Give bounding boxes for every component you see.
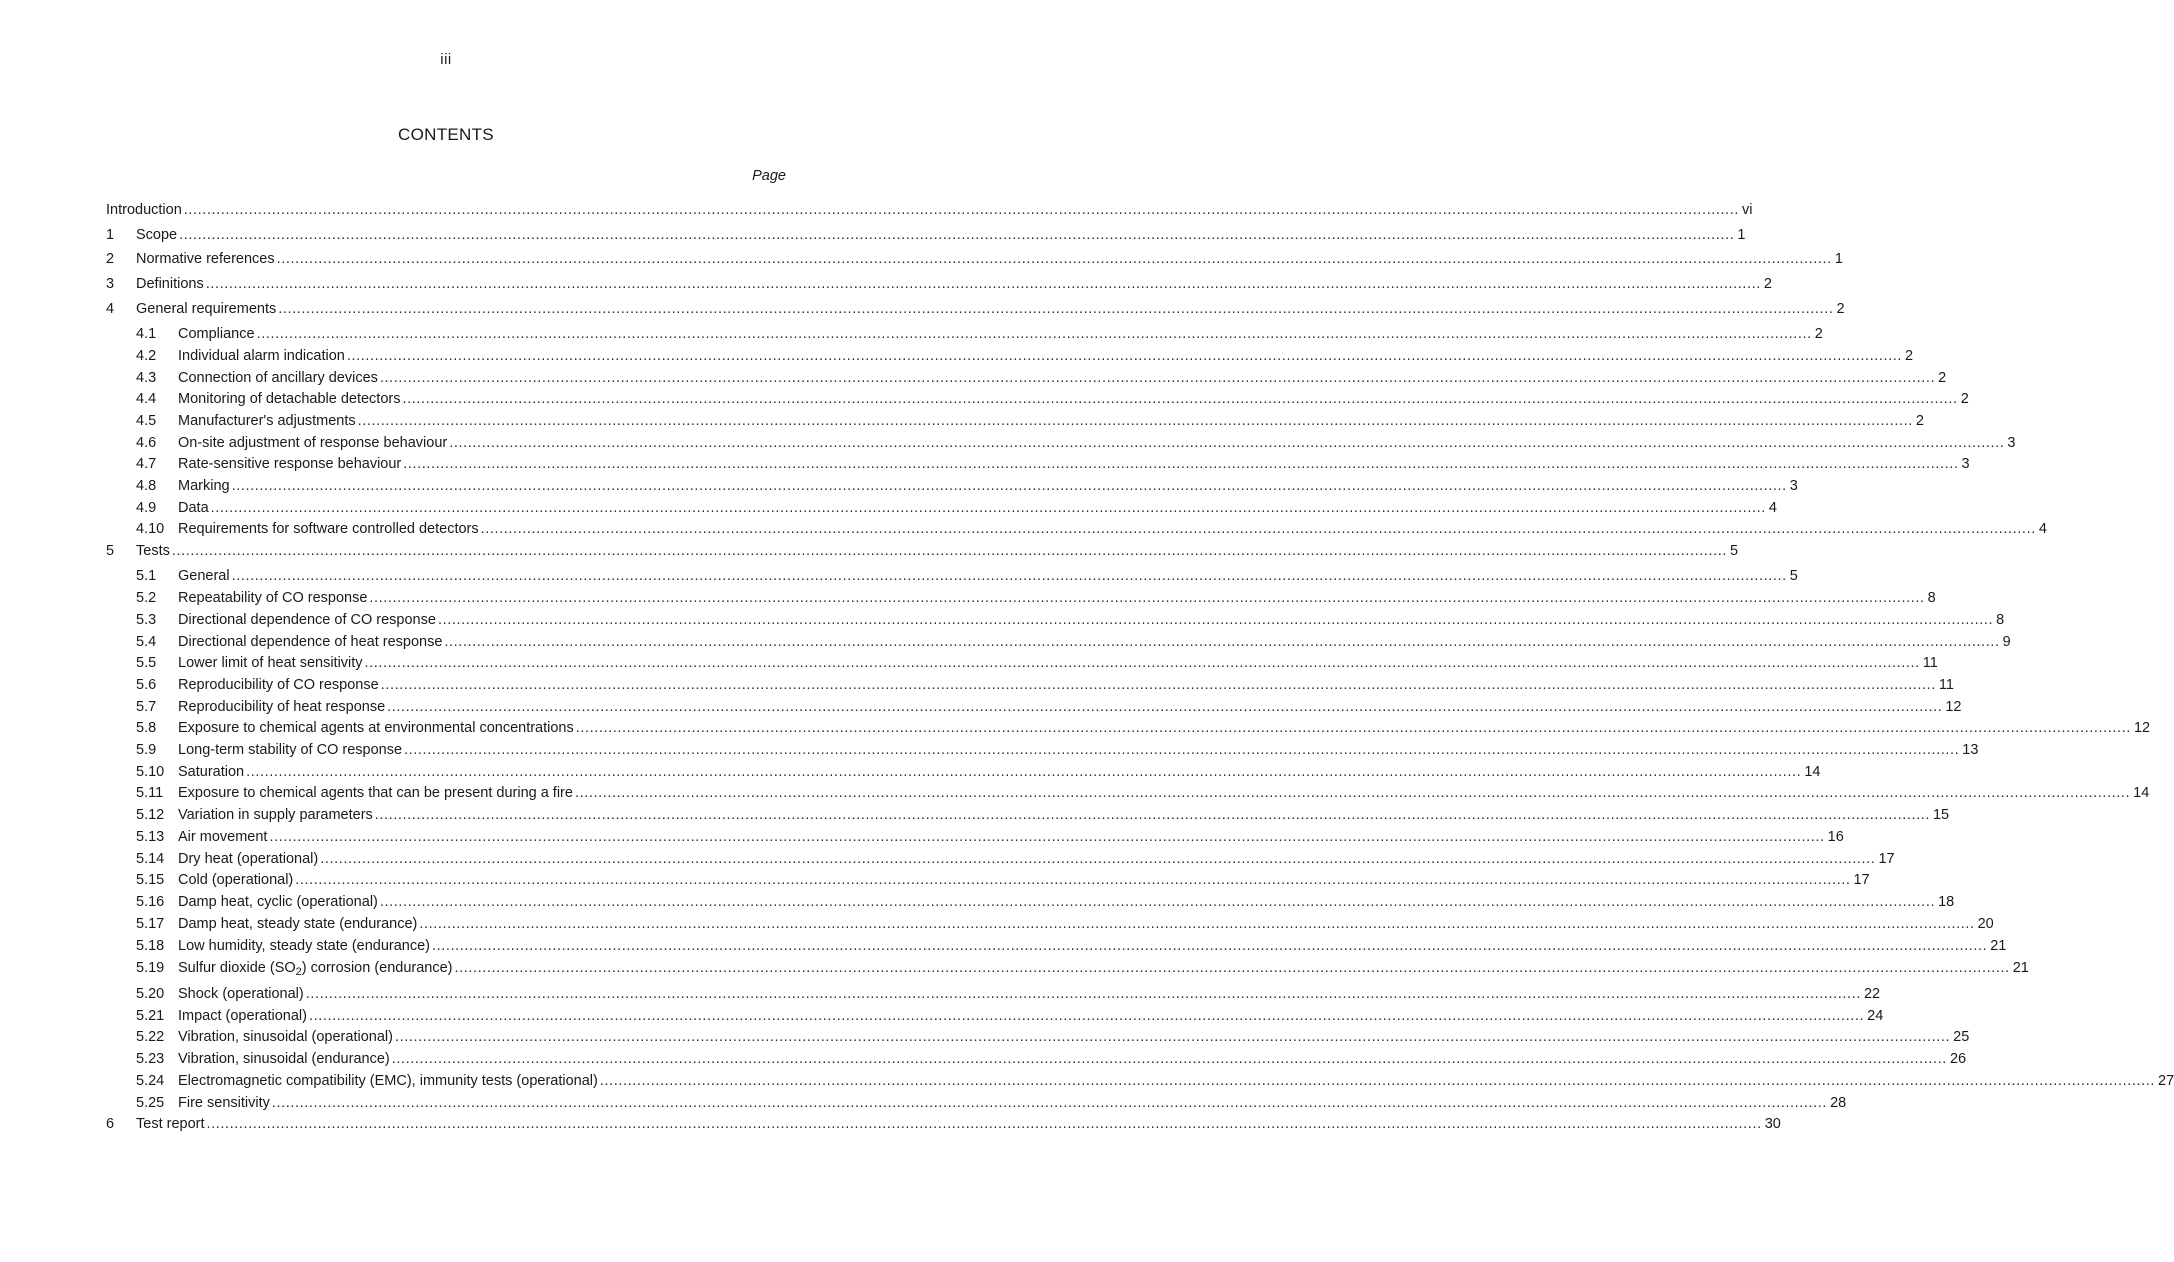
toc-entry-title: Shock (operational) (178, 986, 304, 1002)
toc-entry-page: 2 (1814, 326, 1823, 342)
toc-entry-title: Fire sensitivity (178, 1095, 270, 1111)
toc-entry-page: 2 (1938, 370, 1947, 386)
toc-entry[interactable] (0, 1071, 2174, 1091)
toc-entry-page: 11 (1938, 677, 1954, 693)
toc-entry-page: 4 (2038, 521, 2047, 537)
toc-entry[interactable] (0, 519, 2047, 539)
toc-entry[interactable] (0, 892, 1955, 912)
toc-entry-title: Requirements for software controlled detectors (178, 521, 479, 537)
dot-leader: ................................................................................................................................................................................................................................................................................................................................................ (364, 655, 1920, 671)
dot-leader: ................................................................................................................................................................................................................................................................................................................................................ (437, 612, 1994, 628)
toc-entry-number: 5.15 (136, 872, 165, 888)
dot-leader: ................................................................................................................................................................................................................................................................................................................................................ (419, 916, 1975, 932)
dot-leader: ................................................................................................................................................................................................................................................................................................................................................ (231, 568, 1787, 584)
toc-entry-title: Cold (operational) (178, 872, 294, 888)
dot-leader: ................................................................................................................................................................................................................................................................................................................................................ (295, 872, 1851, 888)
toc-entry-page: 3 (2007, 435, 2016, 451)
dot-leader: ................................................................................................................................................................................................................................................................................................................................................ (271, 1095, 1828, 1111)
toc-entry-number: 5 (106, 543, 115, 559)
toc-entry-number: 4.2 (136, 348, 157, 364)
toc-entry-page: 14 (2133, 785, 2150, 801)
toc-entry-page: 2 (1915, 413, 1924, 429)
dot-leader: ................................................................................................................................................................................................................................................................................................................................................ (387, 699, 1943, 715)
toc-entry[interactable] (0, 274, 1772, 294)
toc-entry[interactable] (0, 783, 2150, 803)
toc-entry-title: Individual alarm indication (178, 348, 345, 364)
toc-entry-title: Compliance (178, 326, 255, 342)
toc-entry-page: 12 (2133, 720, 2151, 736)
toc-entry-number: 5.20 (136, 986, 165, 1002)
toc-entry[interactable] (0, 389, 1969, 409)
toc-entry[interactable] (0, 368, 1947, 388)
toc-entry-title: Exposure to chemical agents at environmental concentrations (178, 720, 574, 736)
toc-entry-number: 3 (106, 276, 115, 292)
toc-entry-title: Scope (136, 227, 178, 243)
toc-entry[interactable] (0, 1093, 1847, 1113)
toc-entry-title: Monitoring of detachable detectors (178, 391, 401, 407)
toc-entry-page: 28 (1830, 1095, 1847, 1111)
toc-entry-number: 5.19 (136, 960, 165, 976)
toc-entry-title: Repeatability of CO response (178, 590, 368, 606)
toc-entry[interactable] (0, 870, 1870, 890)
toc-entry-page: 17 (1853, 872, 1870, 888)
contents-title: CONTENTS (398, 125, 494, 144)
toc-entry[interactable] (0, 697, 1962, 717)
toc-entry[interactable] (0, 249, 1843, 269)
dot-leader: ................................................................................................................................................................................................................................................................................................................................................ (179, 227, 1735, 243)
toc-entry-title: Normative references (136, 251, 275, 267)
toc-entry[interactable] (0, 653, 1938, 673)
toc-entry-page: 22 (1863, 986, 1881, 1002)
dot-leader: ................................................................................................................................................................................................................................................................................................................................................ (404, 742, 1960, 758)
toc-entry[interactable] (0, 454, 1970, 474)
toc-entry[interactable] (0, 936, 2007, 956)
toc-entry-page: 24 (1867, 1008, 1884, 1024)
toc-entry-number: 5.7 (136, 699, 157, 715)
toc-entry[interactable] (0, 433, 2016, 453)
toc-entry-number: 4.5 (136, 413, 157, 429)
toc-entry-number: 6 (106, 1116, 115, 1132)
toc-entry[interactable] (0, 849, 1895, 869)
toc-entry-title: Variation in supply parameters (178, 807, 373, 823)
toc-entry-page: 1 (1737, 227, 1746, 243)
toc-entry-number: 5.24 (136, 1073, 165, 1089)
toc-entry[interactable] (0, 827, 1844, 847)
toc-entry-page: 20 (1977, 916, 1994, 932)
toc-entry-number: 5.1 (136, 568, 157, 584)
toc-entry[interactable] (0, 1114, 1781, 1134)
toc-entry-page: 16 (1827, 829, 1844, 845)
toc-entry-page: 8 (1996, 612, 2005, 628)
dot-leader: ................................................................................................................................................................................................................................................................................................................................................ (369, 590, 1925, 606)
toc-entry[interactable] (0, 324, 1823, 344)
toc-entry[interactable] (0, 984, 1881, 1004)
toc-entry-title: Marking (178, 478, 230, 494)
page-number: iii (440, 51, 452, 68)
toc-entry-page: 26 (1949, 1051, 1967, 1067)
toc-entry-page: 21 (2012, 960, 2029, 976)
dot-leader: ................................................................................................................................................................................................................................................................................................................................................ (210, 500, 1766, 516)
toc-entry[interactable] (0, 476, 1798, 496)
toc-entry-title: Damp heat, steady state (endurance) (178, 916, 418, 932)
dot-leader: ................................................................................................................................................................................................................................................................................................................................................ (402, 391, 1958, 407)
toc-entry-title: Sulfur dioxide $(SO_2)$ corrosion (endurance) (178, 960, 453, 978)
toc-entry-number: 5.14 (136, 851, 165, 867)
toc-entry-number: 5.3 (136, 612, 157, 628)
toc-entry-number: 4.3 (136, 370, 157, 386)
toc-entry-title: Dry heat (operational) (178, 851, 319, 867)
toc-entry-title: Saturation (178, 764, 245, 780)
dot-leader: ................................................................................................................................................................................................................................................................................................................................................ (480, 521, 2036, 537)
toc-entry-page: 8 (1927, 590, 1936, 606)
toc-entry[interactable] (0, 632, 2011, 652)
toc-entry-page: 2 (1960, 391, 1969, 407)
toc-entry-number: 5.5 (136, 655, 157, 671)
toc-entry-number: 5.21 (136, 1008, 165, 1024)
toc-entry-title: Reproducibility of CO response (178, 677, 379, 693)
toc-entry[interactable] (0, 1049, 1967, 1069)
dot-leader: ................................................................................................................................................................................................................................................................................................................................................ (276, 251, 1832, 267)
dot-leader: ................................................................................................................................................................................................................................................................................................................................................ (231, 478, 1787, 494)
toc-entry[interactable] (0, 610, 2005, 630)
toc-entry-title: Vibration, sinusoidal (operational) (178, 1029, 393, 1045)
toc-entry-page: 14 (1804, 764, 1821, 780)
dot-leader: ................................................................................................................................................................................................................................................................................................................................................ (308, 1008, 1865, 1024)
dot-leader: ................................................................................................................................................................................................................................................................................................................................................ (391, 1051, 1947, 1067)
toc-entry-title: Directional dependence of heat response (178, 634, 443, 650)
toc-entry-title: General requirements (136, 301, 277, 317)
toc-entry-number: 4.7 (136, 456, 157, 472)
subscript: 2 (295, 966, 302, 978)
toc-entry-page: 12 (1945, 699, 1962, 715)
dot-leader: ................................................................................................................................................................................................................................................................................................................................................ (454, 960, 2010, 976)
toc-entry-number: 5.11 (136, 785, 164, 801)
toc-entry-title: Rate-sensitive response behaviour (178, 456, 402, 472)
toc-entry-title: Test report (136, 1116, 205, 1132)
dot-leader: ................................................................................................................................................................................................................................................................................................................................................ (206, 1116, 1762, 1132)
dot-leader: ................................................................................................................................................................................................................................................................................................................................................ (305, 986, 1861, 1002)
dot-leader: ................................................................................................................................................................................................................................................................................................................................................ (269, 829, 1825, 845)
toc-entry-page: vi (1741, 202, 1753, 218)
dot-leader: ................................................................................................................................................................................................................................................................................................................................................ (346, 348, 1903, 364)
toc-entry[interactable] (0, 541, 1739, 561)
toc-entry[interactable] (0, 762, 1821, 782)
toc-entry-number: 5.12 (136, 807, 165, 823)
toc-entry-page: 4 (1768, 500, 1777, 516)
toc-entry-title: Damp heat, cyclic (operational) (178, 894, 378, 910)
toc-entry-page: 11 (1922, 655, 1938, 671)
dot-leader: ................................................................................................................................................................................................................................................................................................................................................ (575, 720, 2131, 736)
dot-leader: ................................................................................................................................................................................................................................................................................................................................................ (379, 370, 1936, 386)
toc-entry-title: Definitions (136, 276, 204, 292)
dot-leader: ................................................................................................................................................................................................................................................................................................................................................ (394, 1029, 1951, 1045)
toc-entry-number: 4.10 (136, 521, 165, 537)
toc-entry-page: 2 (1763, 276, 1772, 292)
toc-entry[interactable] (0, 498, 1777, 518)
toc-entry-number: 5.16 (136, 894, 165, 910)
toc-entry-page: 21 (1990, 938, 2007, 954)
dot-leader: ................................................................................................................................................................................................................................................................................................................................................ (278, 301, 1834, 317)
toc-entry-title: Connection of ancillary devices (178, 370, 378, 386)
dot-leader: ................................................................................................................................................................................................................................................................................................................................................ (357, 413, 1913, 429)
toc-entry-number: 5.4 (136, 634, 157, 650)
dot-leader: ................................................................................................................................................................................................................................................................................................................................................ (444, 634, 2000, 650)
toc-entry-title: Air movement (178, 829, 268, 845)
toc-entry-page: 5 (1789, 568, 1798, 584)
toc-entry-number: 5.6 (136, 677, 157, 693)
toc-entry-page: 17 (1878, 851, 1895, 867)
toc-entry-number: 5.18 (136, 938, 165, 954)
toc-entry-number: 5.25 (136, 1095, 165, 1111)
toc-entry[interactable] (0, 299, 1845, 319)
toc-entry-page: 2 (1905, 348, 1914, 364)
toc-entry-number: 5.23 (136, 1051, 165, 1067)
dot-leader: ................................................................................................................................................................................................................................................................................................................................................ (432, 938, 1988, 954)
toc-entry[interactable] (0, 958, 2029, 978)
toc-entry[interactable] (0, 1006, 1884, 1026)
toc-entry-number: 4.9 (136, 500, 157, 516)
toc-entry-number: 1 (106, 227, 115, 243)
dot-leader: ................................................................................................................................................................................................................................................................................................................................................ (599, 1073, 2156, 1089)
toc-entry-number: 5.13 (136, 829, 165, 845)
toc-entry-number: 4.1 (136, 326, 157, 342)
toc-entry-title: Vibration, sinusoidal (endurance) (178, 1051, 390, 1067)
dot-leader: ................................................................................................................................................................................................................................................................................................................................................ (246, 764, 1802, 780)
toc-entry-page: 30 (1764, 1116, 1781, 1132)
toc-entry-title: Introduction (106, 202, 182, 218)
dot-leader: ................................................................................................................................................................................................................................................................................................................................................ (403, 456, 1959, 472)
toc-entry[interactable] (0, 675, 1954, 695)
toc-entry-page: 13 (1962, 742, 1979, 758)
toc-entry-page: 15 (1932, 807, 1950, 823)
toc-entry-page: 3 (1961, 456, 1970, 472)
toc-entry-number: 5.9 (136, 742, 157, 758)
toc-entry-number: 4 (106, 301, 115, 317)
dot-leader: ................................................................................................................................................................................................................................................................................................................................................ (183, 202, 1739, 218)
dot-leader: ................................................................................................................................................................................................................................................................................................................................................ (449, 435, 2005, 451)
toc-entry-title: Reproducibility of heat response (178, 699, 386, 715)
toc-entry-page: 9 (2002, 634, 2011, 650)
toc-entry-number: 4.4 (136, 391, 157, 407)
toc-entry-title: Electromagnetic compatibility (EMC), immunity tests (operational) (178, 1073, 598, 1089)
toc-entry-title: Manufacturer's adjustments (178, 413, 356, 429)
toc-entry-number: 5.10 (136, 764, 165, 780)
toc-entry-number: 4.6 (136, 435, 157, 451)
toc-entry-title: Impact (operational) (178, 1008, 307, 1024)
toc-entry[interactable] (0, 805, 1950, 825)
dot-leader: ................................................................................................................................................................................................................................................................................................................................................ (574, 785, 2131, 801)
toc-entry-number: 4.8 (136, 478, 157, 494)
dot-leader: ................................................................................................................................................................................................................................................................................................................................................ (380, 677, 1936, 693)
toc-entry-number: 5.17 (136, 916, 165, 932)
toc-entry-title: Tests (136, 543, 170, 559)
toc-entry-page: 5 (1730, 543, 1739, 559)
toc-entry-title: Lower limit of heat sensitivity (178, 655, 363, 671)
dot-leader: ................................................................................................................................................................................................................................................................................................................................................ (205, 276, 1761, 292)
toc-entry-title: On-site adjustment of response behaviour (178, 435, 448, 451)
toc-entry-number: 5.2 (136, 590, 157, 606)
toc-entry[interactable] (0, 1027, 1970, 1047)
toc-entry-title: Data (178, 500, 209, 516)
dot-leader: ................................................................................................................................................................................................................................................................................................................................................ (171, 543, 1728, 559)
toc-entry-title: Low humidity, steady state (endurance) (178, 938, 431, 954)
toc-entry-page: 25 (1953, 1029, 1970, 1045)
toc-entry[interactable] (0, 200, 1753, 220)
toc-entry-page: 1 (1834, 251, 1843, 267)
toc-entry[interactable] (0, 411, 1924, 431)
toc-entry[interactable] (0, 914, 1994, 934)
toc-entry-page: 18 (1938, 894, 1955, 910)
toc-entry[interactable] (0, 740, 1979, 760)
toc-entry-title: Exposure to chemical agents that can be present during a fire (178, 785, 573, 801)
toc-entry[interactable] (0, 225, 1746, 245)
toc-entry-page: 3 (1789, 478, 1798, 494)
dot-leader: ................................................................................................................................................................................................................................................................................................................................................ (256, 326, 1812, 342)
toc-entry-number: 2 (106, 251, 115, 267)
toc-entry[interactable] (0, 566, 1798, 586)
toc-entry-page: 27 (2158, 1073, 2174, 1089)
dot-leader: ................................................................................................................................................................................................................................................................................................................................................ (320, 851, 1876, 867)
toc-entry[interactable] (0, 588, 1936, 608)
toc-entry-number: 5.22 (136, 1029, 165, 1045)
toc-entry-title: Long-term stability of CO response (178, 742, 403, 758)
toc-entry-number: 5.8 (136, 720, 157, 736)
dot-leader: ................................................................................................................................................................................................................................................................................................................................................ (374, 807, 1930, 823)
toc-entry-title: General (178, 568, 230, 584)
toc-entry-title: Directional dependence of CO response (178, 612, 436, 628)
toc-entry-page: 2 (1836, 301, 1845, 317)
toc-entry[interactable] (0, 718, 2151, 738)
toc-entry[interactable] (0, 346, 1914, 366)
page-column-label: Page (752, 168, 786, 184)
dot-leader: ................................................................................................................................................................................................................................................................................................................................................ (379, 894, 1936, 910)
